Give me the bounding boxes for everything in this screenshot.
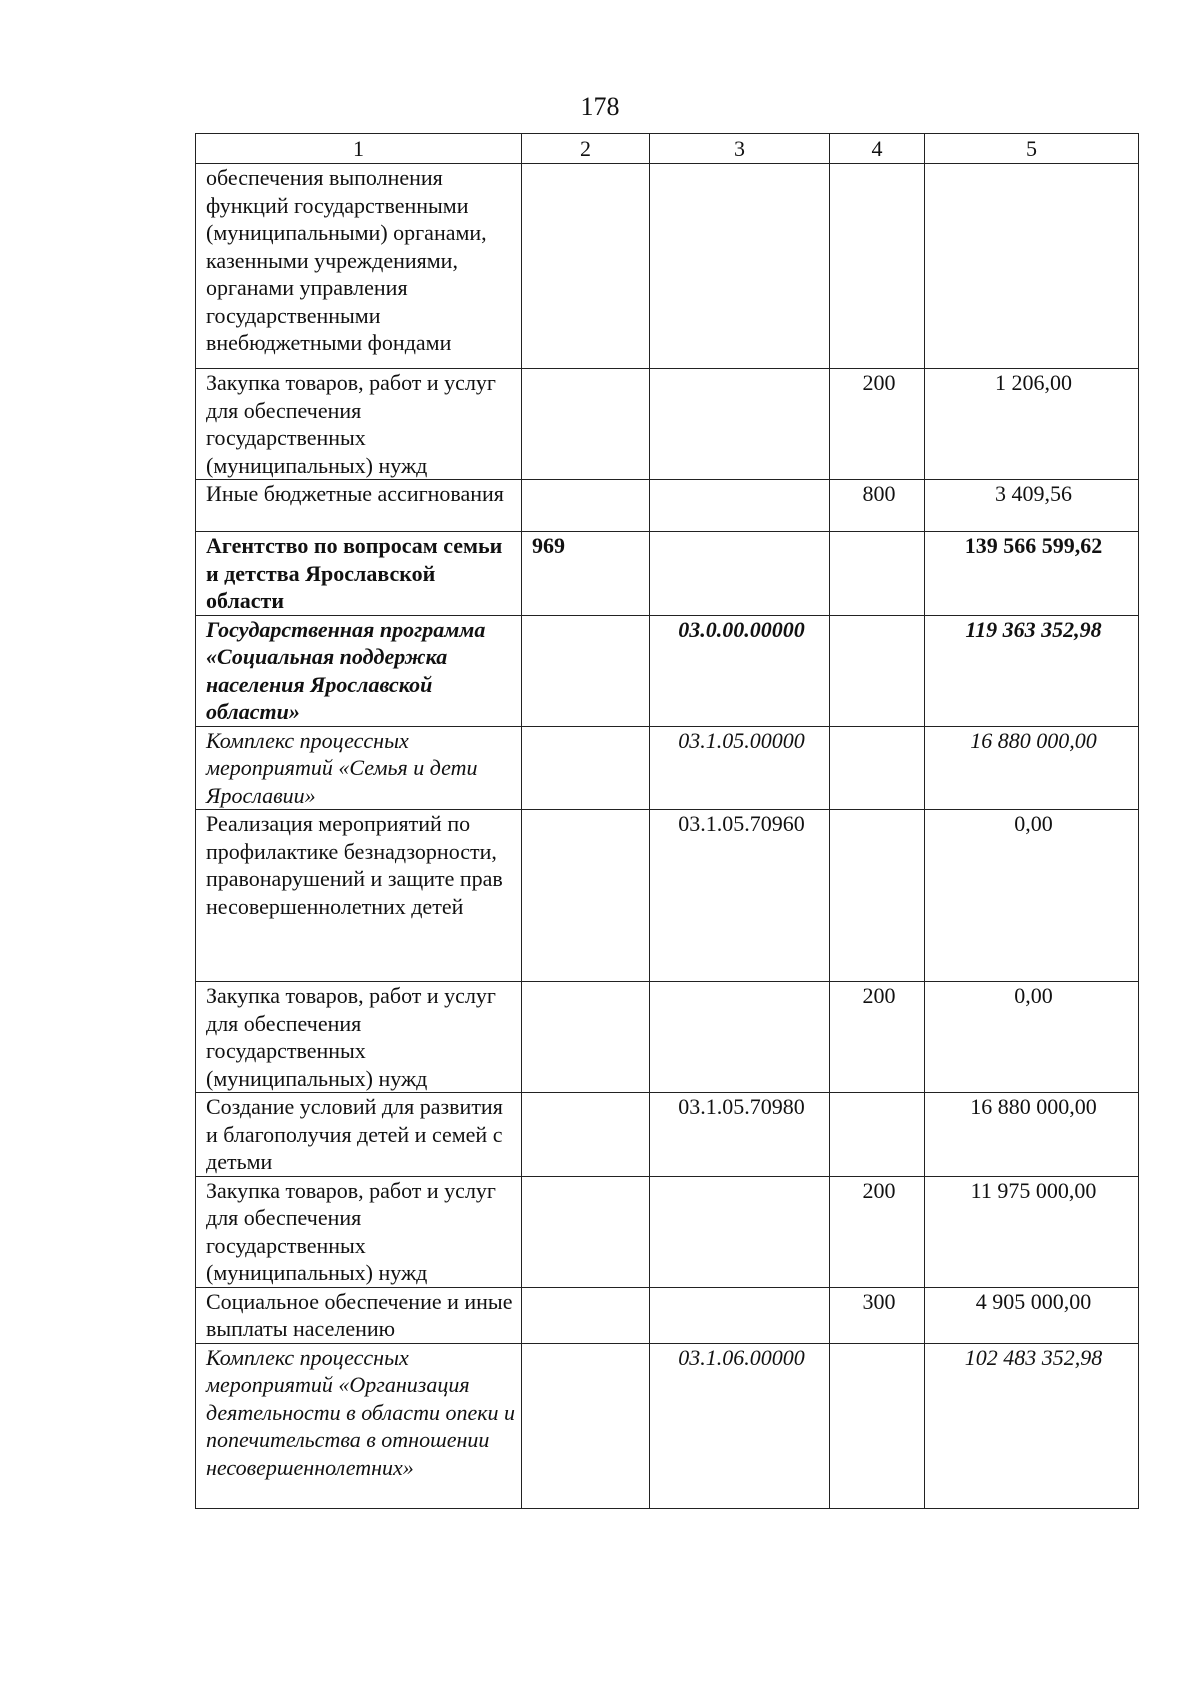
row-expense-type: 200 [830, 982, 925, 1093]
row-amount: 0,00 [925, 810, 1139, 982]
row-target-code [650, 369, 830, 480]
row-expense-type: 200 [830, 369, 925, 480]
row-expense-type: 300 [830, 1287, 925, 1343]
row-dept-code [522, 810, 650, 982]
row-target-code [650, 164, 830, 369]
row-dept-code: 969 [522, 532, 650, 616]
row-amount [925, 164, 1139, 369]
row-target-code: 03.0.00.00000 [650, 615, 830, 726]
column-header-5: 5 [925, 134, 1139, 164]
row-expense-type [830, 532, 925, 616]
row-amount: 139 566 599,62 [925, 532, 1139, 616]
row-name: Комплекс процессных мероприятий «Организация деятельности в области опеки и попечительства в отношении несовершеннолетних» [196, 1343, 522, 1508]
row-target-code: 03.1.05.00000 [650, 726, 830, 810]
row-name: Закупка товаров, работ и услуг для обеспечения государственных (муниципальных) нужд [196, 1176, 522, 1287]
row-dept-code [522, 164, 650, 369]
row-dept-code [522, 726, 650, 810]
row-expense-type [830, 164, 925, 369]
row-target-code [650, 532, 830, 616]
row-expense-type [830, 615, 925, 726]
row-dept-code [522, 1287, 650, 1343]
row-target-code [650, 982, 830, 1093]
row-expense-type [830, 1093, 925, 1177]
budget-table [195, 133, 1139, 1509]
row-target-code: 03.1.05.70980 [650, 1093, 830, 1177]
row-name: обеспечения выполнения функций государственными (муниципальными) органами, казенными учреждениями, органами управления государственными внебюджетными фондами [196, 164, 522, 369]
row-amount: 11 975 000,00 [925, 1176, 1139, 1287]
row-name: Государственная программа «Социальная поддержка населения Ярославской области» [196, 615, 522, 726]
table-row [196, 726, 1139, 810]
row-amount: 16 880 000,00 [925, 1093, 1139, 1177]
table-header [196, 134, 1139, 164]
row-target-code: 03.1.05.70960 [650, 810, 830, 982]
row-target-code: 03.1.06.00000 [650, 1343, 830, 1508]
row-amount: 4 905 000,00 [925, 1287, 1139, 1343]
table-row [196, 982, 1139, 1093]
row-target-code [650, 1176, 830, 1287]
row-amount: 102 483 352,98 [925, 1343, 1139, 1508]
header-row [196, 134, 1139, 164]
row-name: Реализация мероприятий по профилактике безнадзорности, правонарушений и защите прав несовершеннолетних детей [196, 810, 522, 982]
column-header-3: 3 [650, 134, 830, 164]
row-amount: 3 409,56 [925, 480, 1139, 532]
table-row [196, 1287, 1139, 1343]
row-expense-type [830, 810, 925, 982]
table-row [196, 369, 1139, 480]
row-amount: 0,00 [925, 982, 1139, 1093]
column-header-2: 2 [522, 134, 650, 164]
row-expense-type [830, 726, 925, 810]
row-target-code [650, 480, 830, 532]
column-header-4: 4 [830, 134, 925, 164]
page-number: 178 [580, 92, 620, 121]
table-row [196, 810, 1139, 982]
row-amount: 1 206,00 [925, 369, 1139, 480]
row-expense-type: 800 [830, 480, 925, 532]
table-body [196, 164, 1139, 1509]
row-name: Создание условий для развития и благополучия детей и семей с детьми [196, 1093, 522, 1177]
row-name: Закупка товаров, работ и услуг для обеспечения государственных (муниципальных) нужд [196, 982, 522, 1093]
row-dept-code [522, 1176, 650, 1287]
row-amount: 119 363 352,98 [925, 615, 1139, 726]
table-row [196, 1093, 1139, 1177]
table-row [196, 1176, 1139, 1287]
row-name: Иные бюджетные ассигнования [196, 480, 522, 532]
row-dept-code [522, 1093, 650, 1177]
row-name: Социальное обеспечение и иные выплаты населению [196, 1287, 522, 1343]
row-dept-code [522, 982, 650, 1093]
row-amount: 16 880 000,00 [925, 726, 1139, 810]
table-row [196, 480, 1139, 532]
column-header-1: 1 [196, 134, 522, 164]
table-row [196, 532, 1139, 616]
row-target-code [650, 1287, 830, 1343]
row-dept-code [522, 615, 650, 726]
row-expense-type [830, 1343, 925, 1508]
row-dept-code [522, 1343, 650, 1508]
table-row [196, 1343, 1139, 1508]
row-dept-code [522, 480, 650, 532]
row-name: Закупка товаров, работ и услуг для обеспечения государственных (муниципальных) нужд [196, 369, 522, 480]
row-name: Комплекс процессных мероприятий «Семья и дети Ярославии» [196, 726, 522, 810]
row-expense-type: 200 [830, 1176, 925, 1287]
table-row [196, 615, 1139, 726]
table-row [196, 164, 1139, 369]
row-dept-code [522, 369, 650, 480]
row-name: Агентство по вопросам семьи и детства Ярославской области [196, 532, 522, 616]
